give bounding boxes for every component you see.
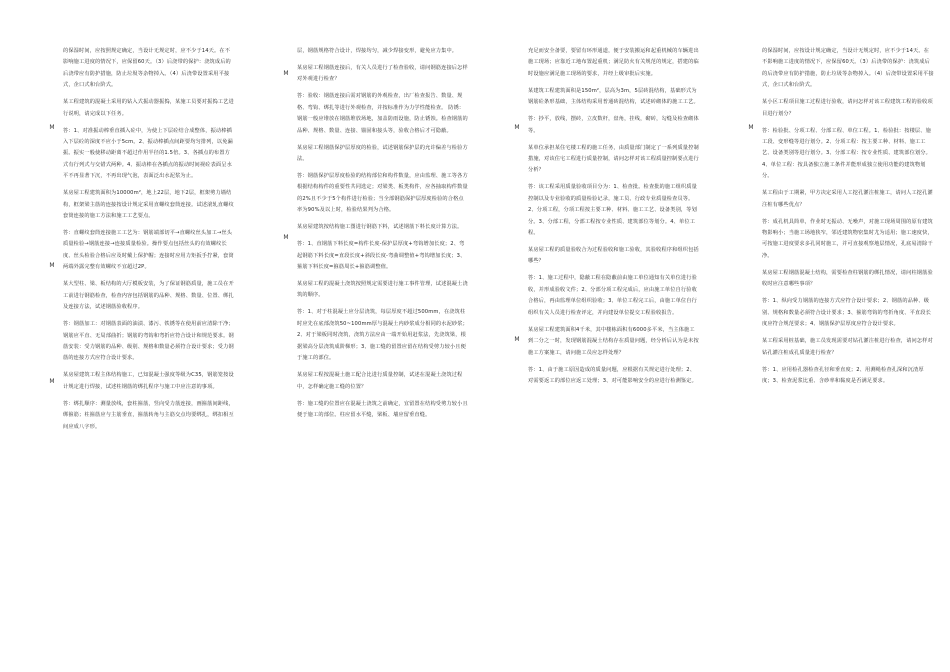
margin-marker: M: [283, 234, 289, 241]
text-column-4: [762, 46, 934, 646]
paragraph: 某房屋工程的质量验收合为过程验收和施工验收，其验收程序和组织包括哪些？: [528, 247, 699, 265]
text-column-1: [63, 46, 235, 646]
paragraph: 充足而安全备要，要留有环形通道，便于安装搬运和起重机械的车辆进出施工现场；应靠近工地布置起重机；满足防火有关规范的规定，搭建的临时设施应满足施工现场的要求，并经上级审批后实施。: [528, 48, 699, 77]
paragraph: 答：绑扎顺序：测量放线，套柱箍筋，竖向受力筋连接，画箍筋间距线，绑箍筋；柱箍筋应与主筋垂直，箍筋转角与主筋交点均要绑扎，绑扣相互间应成八字形。: [63, 400, 234, 430]
paragraph: 答：钢筋加工：对钢筋表面的油渍、漆污、铁锈等在使用前应清除干净；钢筋应平直、无局部曲折；钢筋的弯钩和弯折应符合设计和规范要求。钢筋安装：受力钢筋的品种、级别、规格和数量必须符合设计要求；受力钢筋的连接方式应符合设计要求。: [63, 321, 234, 362]
paragraph: 某房屋工程的混凝土浇筑按照规定需要进行施工事件管理，试述混凝土浇筑的顺序。: [297, 281, 468, 299]
paragraph: 某工程采用桩基础，施工员发现需要对钻孔灌注桩进行检查，请问怎样对钻孔灌注桩成孔质量进行检查？: [762, 338, 933, 356]
paragraph: 答：该工程采用质量验收项目分为：1、检查批。检查批的施工组织质量控制以及专业验收的质量检验记录，施工员、行政专业质量检查员等。2、分项工程，分项工程按主要工种、材料、施工工艺、设备类别，等划分。3、分部工程，分部工程按专业性质、建筑部位等划分。4、单位工程。: [528, 184, 697, 237]
paragraph: 某房屋工程建筑面积4千米，其中楼栋面积有6000多平米，当主体施工到二分之一时，发现钢筋混凝土结构存在质量问题，经分析后认为是未按施工方案施工，请问施工员应怎样处理？: [528, 326, 699, 356]
paragraph: 某工程建筑的混凝土采用的钻入式振动器振捣，某施工员要对振捣工艺进行说明，请完成以下任务。: [63, 99, 234, 117]
paragraph: 答：1、纵向受力钢筋的连接方式应符合设计要求；2、钢筋的品种、级别、规格和数量必须符合设计要求；3、箍筋弯钩的弯折角度、平直段长度应符合规范要求；4、钢筋保护层厚度应符合设计要求。: [762, 298, 931, 328]
paragraph: 某房屋工程钢筋混凝土结构，需要检查柱钢筋的绑扎情况，请问柱钢筋验收时应注意哪些事项？: [762, 269, 933, 288]
paragraph: 答：直螺纹套筒连接施工工艺为：钢筋端部切平→直螺纹丝头加工→丝头质量检验→钢筋连接→连接质量检验。操作要点包括丝头的有效螺纹长度、丝头检验合格后应及时戴上保护帽；连接时应用力矩扳手拧紧，套筒两端外露完整有效螺纹不宜超过2P。: [63, 230, 234, 271]
paragraph: 答：1、直钢筋下料长度=构件长度-保护层厚度+弯钩增加长度；2、弯起钢筋下料长度=直段长度+斜段长度-弯曲调整值+弯钩增加长度；3、箍筋下料长度=箍筋周长+箍筋调整值。: [297, 241, 466, 271]
paragraph: 层，钢筋规格符合设计，焊接均匀，减少焊接变形，避免应力集中。: [297, 48, 458, 54]
paragraph: 答：成孔机具简单，作业时无振动、无噪声，对施工现场周围的原有建筑物影响小；当施工场地狭窄，邻近建筑物密集时尤为适用；施工速度快，可按施工进度要求多孔同时施工，并可直接观察地层情况，孔底易清除干净。: [762, 218, 933, 259]
margin-marker: M: [49, 378, 55, 385]
paragraph: 某房屋工程按混凝土施工配合比进行质量控制，试述在混凝土浇筑过程中，怎样确定施工缝的位置？: [297, 372, 463, 390]
paragraph: 某房屋工程建筑面积为10000m²，地上22层，地下2层，框架剪力墙结构，框架梁主筋的连接按设计规定采用直螺纹套筒连接。试述滚轧直螺纹套筒连接的施工方法和施工工艺要点。: [63, 190, 234, 220]
margin-marker: M: [514, 124, 520, 131]
margin-marker: M: [49, 262, 55, 269]
paragraph: 答：1、对于柱混凝土应分层浇筑，每层厚度不超过500mm，在浇筑柱时应先在底部浇筑50~100mm厚与混凝土内砂浆成分相同的水泥砂浆；2、对于梁板同时浇筑，浇筑方法应由一端开始用赶浆法，先浇筑梁，根据梁高分层浇筑成阶梯形；3、施工缝的留置应留在结构受剪力较小且便于施工的部位。: [297, 309, 468, 362]
paragraph: 答：1、由于施工原因造成的质量问题，应根据有关规定进行处理；2、对需要返工的部位应返工处理；3、对可能影响安全的应进行检测鉴定。: [528, 366, 697, 384]
text-column-3: [528, 46, 700, 646]
paragraph: 某工程由于工期紧，甲方决定采用人工挖孔灌注桩施工，请问人工挖孔灌注桩有哪些优点？: [762, 190, 933, 208]
paragraph: 答：1、施工过程中，隐蔽工程在隐蔽前由施工单位通知有关单位进行验收，并形成验收文件；2、分部分项工程完成后，应由施工单位自行验收合格后，再由监理单位组织验收；3、单位工程完工后，由施工单位自行组织有关人员进行检查评定，并向建设单位提交工程验收报告。: [528, 275, 697, 316]
margin-marker: M: [49, 124, 55, 131]
margin-marker: M: [283, 70, 289, 77]
paragraph: 答：钢筋保护层厚度检验的结构部位和构件数量，应由监理、施工等各方根据结构构件的重要性共同选定；对梁类、板类构件，应各抽取构件数量的2%且不少于5个构件进行检验；当全部钢筋保护层厚度检验的合格点率为90%及以上时，检验结果判为合格。: [297, 173, 468, 214]
paragraph: 答：施工缝的位置应在混凝土浇筑之前确定，宜留置在结构受剪力较小且便于施工的部位。柱应留水平缝，梁板、墙应留垂直缝。: [297, 400, 468, 418]
paragraph: 某房屋工程钢筋保护层厚度的检验，试述钢筋保护层的允许偏差与检验方法。: [297, 144, 468, 163]
paragraph: 某房屋工程钢筋连接后，有关人员进行了检查验收，请问钢筋连接后怎样对外观进行检查？: [297, 65, 468, 83]
text-column-2: [297, 46, 469, 646]
paragraph: 某房屋建筑工程主体结构施工，已知混凝土强度等级为C35，钢筋笼按设计规定进行焊接，试述柱钢筋的绑扎程序与施工中应注意的事项。: [63, 372, 234, 390]
paragraph: 答：1、应用检孔器检查孔径和垂直度；2、用测绳检查孔深和沉渣厚度；3、检查泥浆比重、含砂率和黏度是否满足要求。: [762, 366, 924, 384]
paragraph: 的保湿时间，应按设计规定确定，当设计无规定时，应不少于14天。在不影响施工进度的情况下，应保留60天。（3）后浇带的保护：浇筑成后的后浇带应有防护措施，防止垃圾等杂物掉入。（4）后浇带设置采用平接式，企口式和台阶式。: [762, 48, 934, 89]
paragraph: 答：1、对准振动棒垂直插入砼中，为使上下层砼结合成整体，振动棒插入下层砼的深度不应小于5cm。2、振动棒插点间距要均匀排列，以免漏振。振实一般使移动距离不超过作用半径的1.5倍。3、各插点的布置方式有行列式与交错式两种。4、振动棒在各插点的振动时间视砼表面呈水平不再显著下沉，不再出现气泡，表面泛出水泥浆为止。: [63, 127, 233, 180]
paragraph: 答：抄平，放线，摆砖，立皮数杆，盘角，挂线，砌砖，勾缝及检查砌体等。: [528, 116, 699, 134]
paragraph: 某建筑工程建筑面积是150m²，层高为3m，5层砖混结构，基础形式为钢筋砼条形基础，主体结构采用普通砖混结构，试述砖砌体的施工工艺。: [528, 87, 699, 106]
margin-marker: M: [514, 336, 520, 343]
paragraph: 答：验收：钢筋连接后需对钢筋的外观检查，出厂检查报告、数量、规格、弯钩、绑扎等进行外观检查，并按标准作为力学性能检查。 防锈：钢筋一般应堆放在钢筋堆放场地，加盖防雨设施，防止锈蚀。检查钢筋的品种、规格、数量、连接、锚固和接头等，验收合格后才可隐蔽。: [297, 93, 468, 134]
paragraph: 某单位承担某住宅楼工程的施工任务，由质量部门制定了一系列质量控制措施，对该住宅工程进行质量控制，请问怎样对该工程质量控制要点进行分析？: [528, 144, 699, 174]
paragraph: 答：检验批、分项工程、分部工程、单位工程。1、检验批：按楼层、施工段、变形缝等进行划分。2、分项工程：按主要工种、材料、施工工艺、设备类别等进行划分。3、分部工程：按专业性质、建筑部位划分。4、单位工程：按具备独立施工条件并能形成独立使用功能的建筑物划分。: [762, 127, 931, 180]
paragraph: 某房屋建筑按结构施工图进行钢筋下料，试述钢筋下料长度计算方法。: [297, 224, 463, 231]
paragraph: 的保湿时间，应按照规定确定，当设计无规定时，应不少于14天。在不影响施工进度的情况下，应保留60天。（3）后浇带的保护：浇筑成后的后浇带应有防护措施，防止垃圾等杂物掉入。（4）后浇带设置采用平接式，企口式和台阶式。: [63, 48, 231, 89]
paragraph: 某小区工程项目施工过程进行验收，请问怎样对该工程建筑工程的验收项目进行划分？: [762, 99, 933, 117]
margin-marker: M: [748, 124, 754, 131]
paragraph: 某大型柱、梁、板结构的大厅模板安装，为了保证钢筋质量，施工员在开工前进行钢筋检查，检查内容包括钢筋的品种、规格、数量、位置、绑扎及连接方法，试述钢筋验收程序。: [63, 281, 234, 311]
